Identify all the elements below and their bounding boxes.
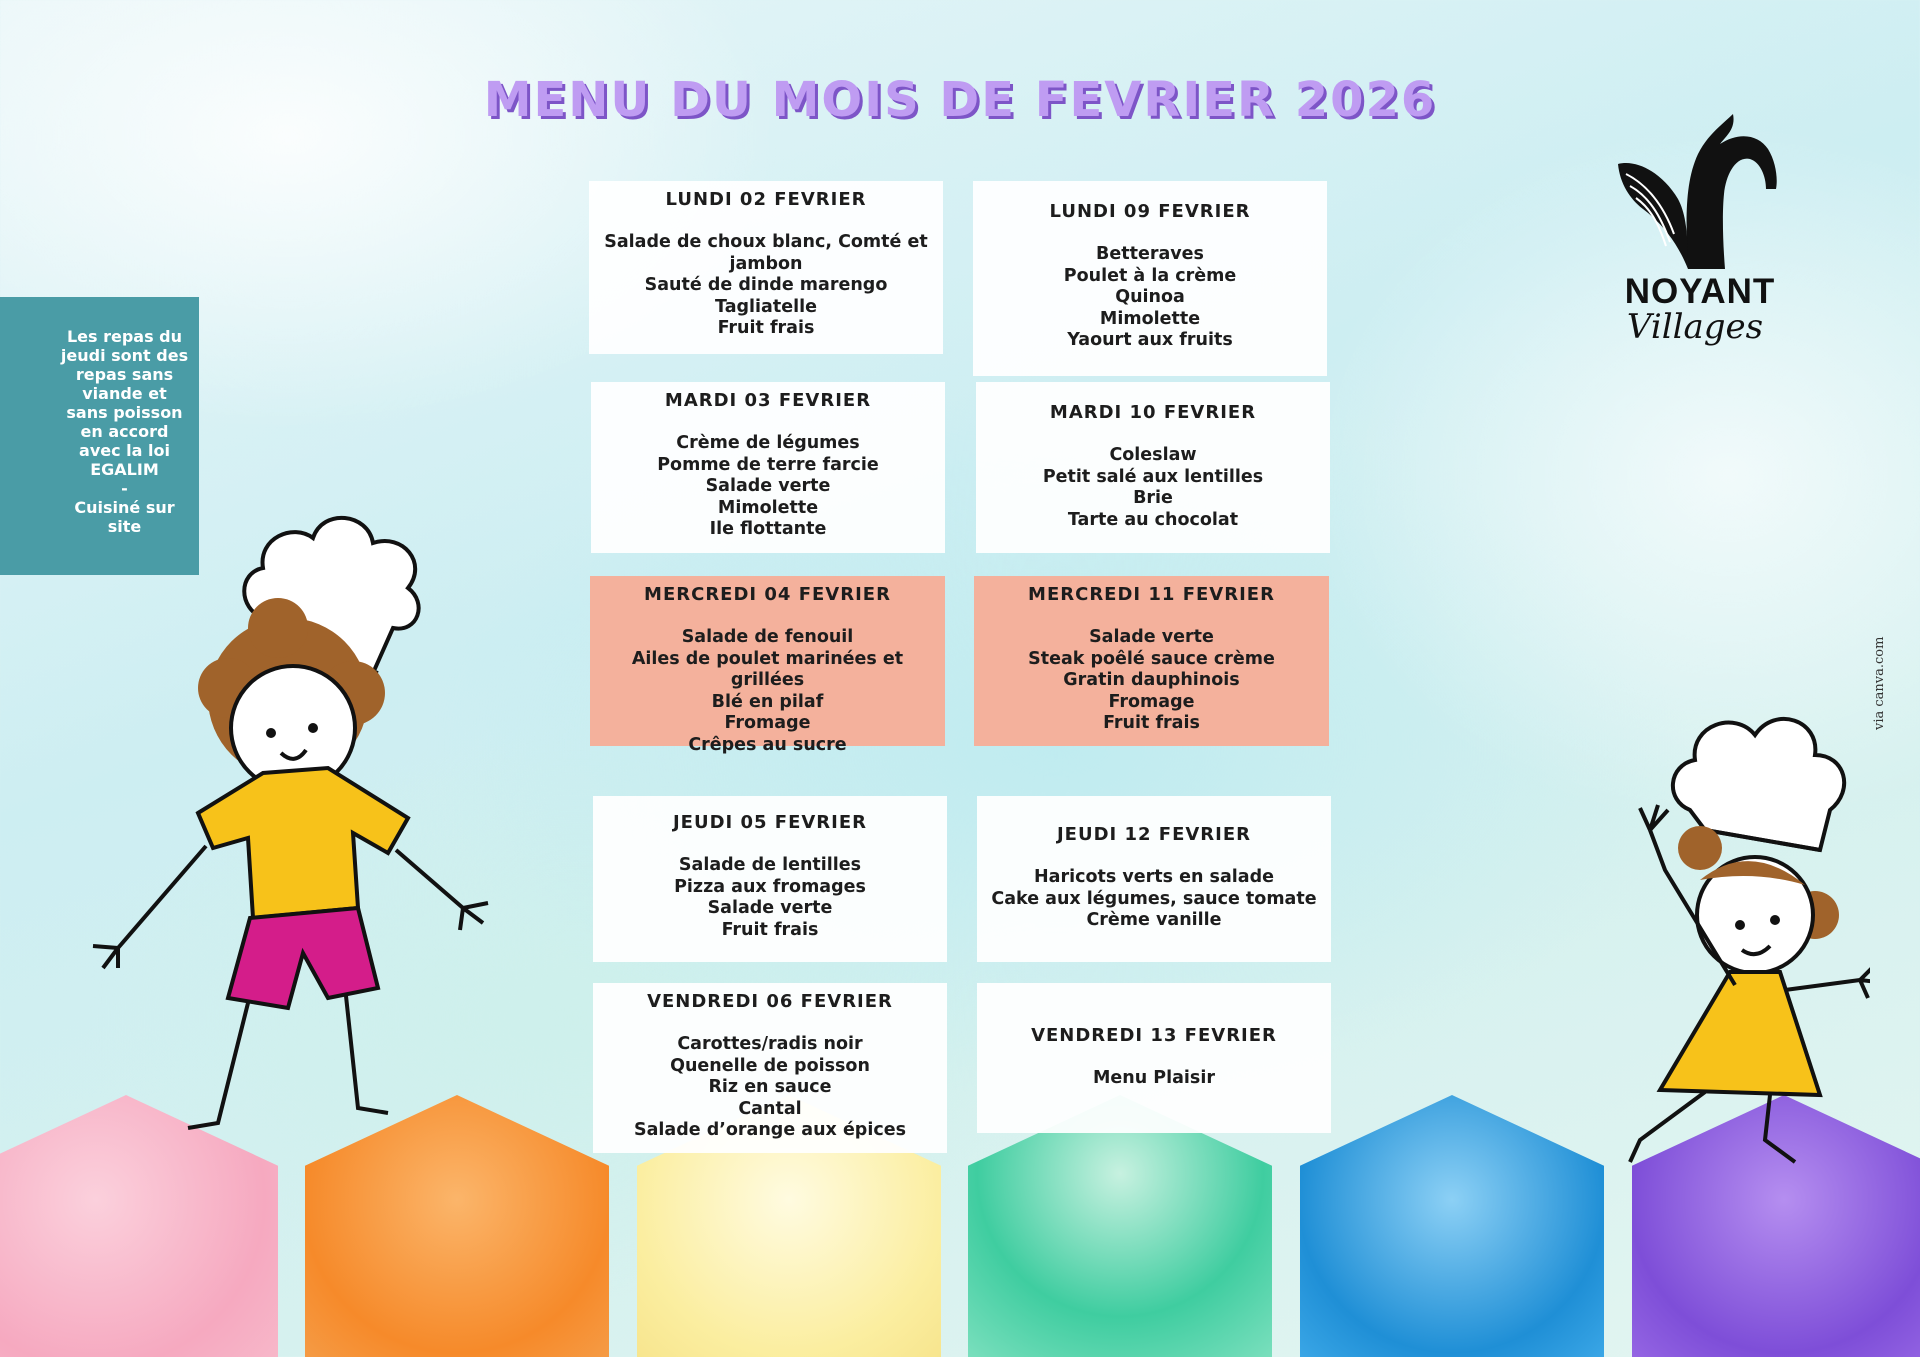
dish: Pomme de terre farcie [657, 454, 879, 475]
dish: Brie [1133, 488, 1173, 508]
dish: Ailes de poulet marinées et grillées [631, 648, 904, 690]
dish: Quenelle de poisson [670, 1055, 870, 1076]
dish: Mimolette [1099, 308, 1201, 329]
boy-chef-illustration [88, 478, 508, 1138]
menu-card-vendredi-06 [593, 983, 947, 1153]
day-heading: JEUDI 05 FEVRIER [672, 812, 868, 833]
menu-card-mardi-10 [976, 382, 1330, 553]
dish: Salade de choux blanc, Comté et jambon [604, 232, 928, 274]
dish: Sauté de dinde marengo [644, 275, 888, 295]
menu-card-mardi-03 [591, 382, 945, 553]
day-heading: MARDI 03 FEVRIER [664, 390, 872, 411]
dish: Salade verte [1089, 627, 1214, 647]
dish: Haricots verts en salade [1034, 867, 1274, 887]
dish: Fruit frais [717, 318, 815, 338]
menu-card-vendredi-13 [977, 983, 1331, 1133]
day-heading: JEUDI 12 FEVRIER [1056, 824, 1252, 845]
menu-card-lundi-09 [973, 181, 1327, 376]
menu-card-jeudi-12 [977, 796, 1331, 962]
logo-subtitle: Villages [1626, 307, 1764, 347]
day-heading: MARDI 10 FEVRIER [1049, 402, 1257, 423]
dish: Fruit frais [1103, 713, 1200, 733]
page-title: MENU DU MOIS DE FEVRIER 2026 [483, 72, 1437, 128]
dish: Quinoa [1115, 287, 1185, 307]
dish: Cantal [738, 1098, 802, 1119]
dish: Salade de fenouil [681, 627, 854, 647]
noyant-logo-icon [1608, 104, 1788, 272]
day-heading: MERCREDI 11 FEVRIER [1028, 584, 1275, 605]
menu-card-jeudi-05 [593, 796, 947, 962]
dish: Tagliatelle [715, 296, 817, 317]
egalim-note-onsite: Cuisiné sur site [74, 498, 175, 536]
dish: Fromage [1108, 691, 1195, 712]
dish: Salade verte [707, 898, 833, 918]
dish: Steak poêlé sauce crème [1028, 648, 1275, 669]
dish: Carottes/radis noir [677, 1034, 863, 1054]
egalim-note-text: Les repas du jeudi sont des repas sans viande et sans poisson en accord avec la loi EGALIM [60, 327, 189, 479]
day-heading: VENDREDI 13 FEVRIER [1031, 1025, 1277, 1046]
dish: Coleslaw [1109, 445, 1197, 465]
green-hexagon [968, 1095, 1272, 1357]
dish: Salade de lentilles [678, 855, 862, 875]
day-heading: MERCREDI 04 FEVRIER [644, 584, 891, 605]
dish: Crème vanille [1086, 910, 1222, 930]
dish: Pizza aux fromages [674, 876, 866, 897]
dish: Fromage [724, 713, 811, 733]
day-heading: VENDREDI 06 FEVRIER [647, 991, 893, 1012]
dish: Petit salé aux lentilles [1042, 466, 1264, 487]
dish: Fruit frais [721, 919, 819, 940]
menu-card-mercredi-11 [974, 576, 1329, 746]
day-heading: LUNDI 09 FEVRIER [1049, 201, 1251, 222]
egalim-note-dash: - [121, 479, 128, 498]
dish: Cake aux légumes, sauce tomate [991, 888, 1317, 909]
dish: Yaourt aux fruits [1067, 330, 1233, 350]
dish: Blé en pilaf [711, 691, 824, 712]
logo-name: NOYANT [1624, 272, 1776, 311]
dish: Ile flottante [709, 519, 827, 539]
menu-card-lundi-02 [589, 181, 943, 354]
day-heading: LUNDI 02 FEVRIER [665, 189, 867, 210]
dish: Crêpes au sucre [688, 734, 847, 755]
dish: Gratin dauphinois [1063, 670, 1240, 690]
dish: Tarte au chocolat [1067, 509, 1239, 530]
dish: Salade verte [705, 476, 831, 496]
dish: Betteraves [1096, 244, 1204, 264]
dish: Riz en sauce [708, 1077, 832, 1097]
dish: Mimolette [717, 497, 819, 518]
canva-credit: via canva.com [1872, 636, 1887, 730]
dish: Salade d’orange aux épices [634, 1120, 906, 1140]
dish: Crème de légumes [676, 433, 860, 453]
menu-card-mercredi-04 [590, 576, 945, 755]
dish: Menu Plaisir [1093, 1068, 1215, 1088]
girl-chef-illustration [1530, 700, 1870, 1170]
dish: Poulet à la crème [1063, 265, 1237, 286]
